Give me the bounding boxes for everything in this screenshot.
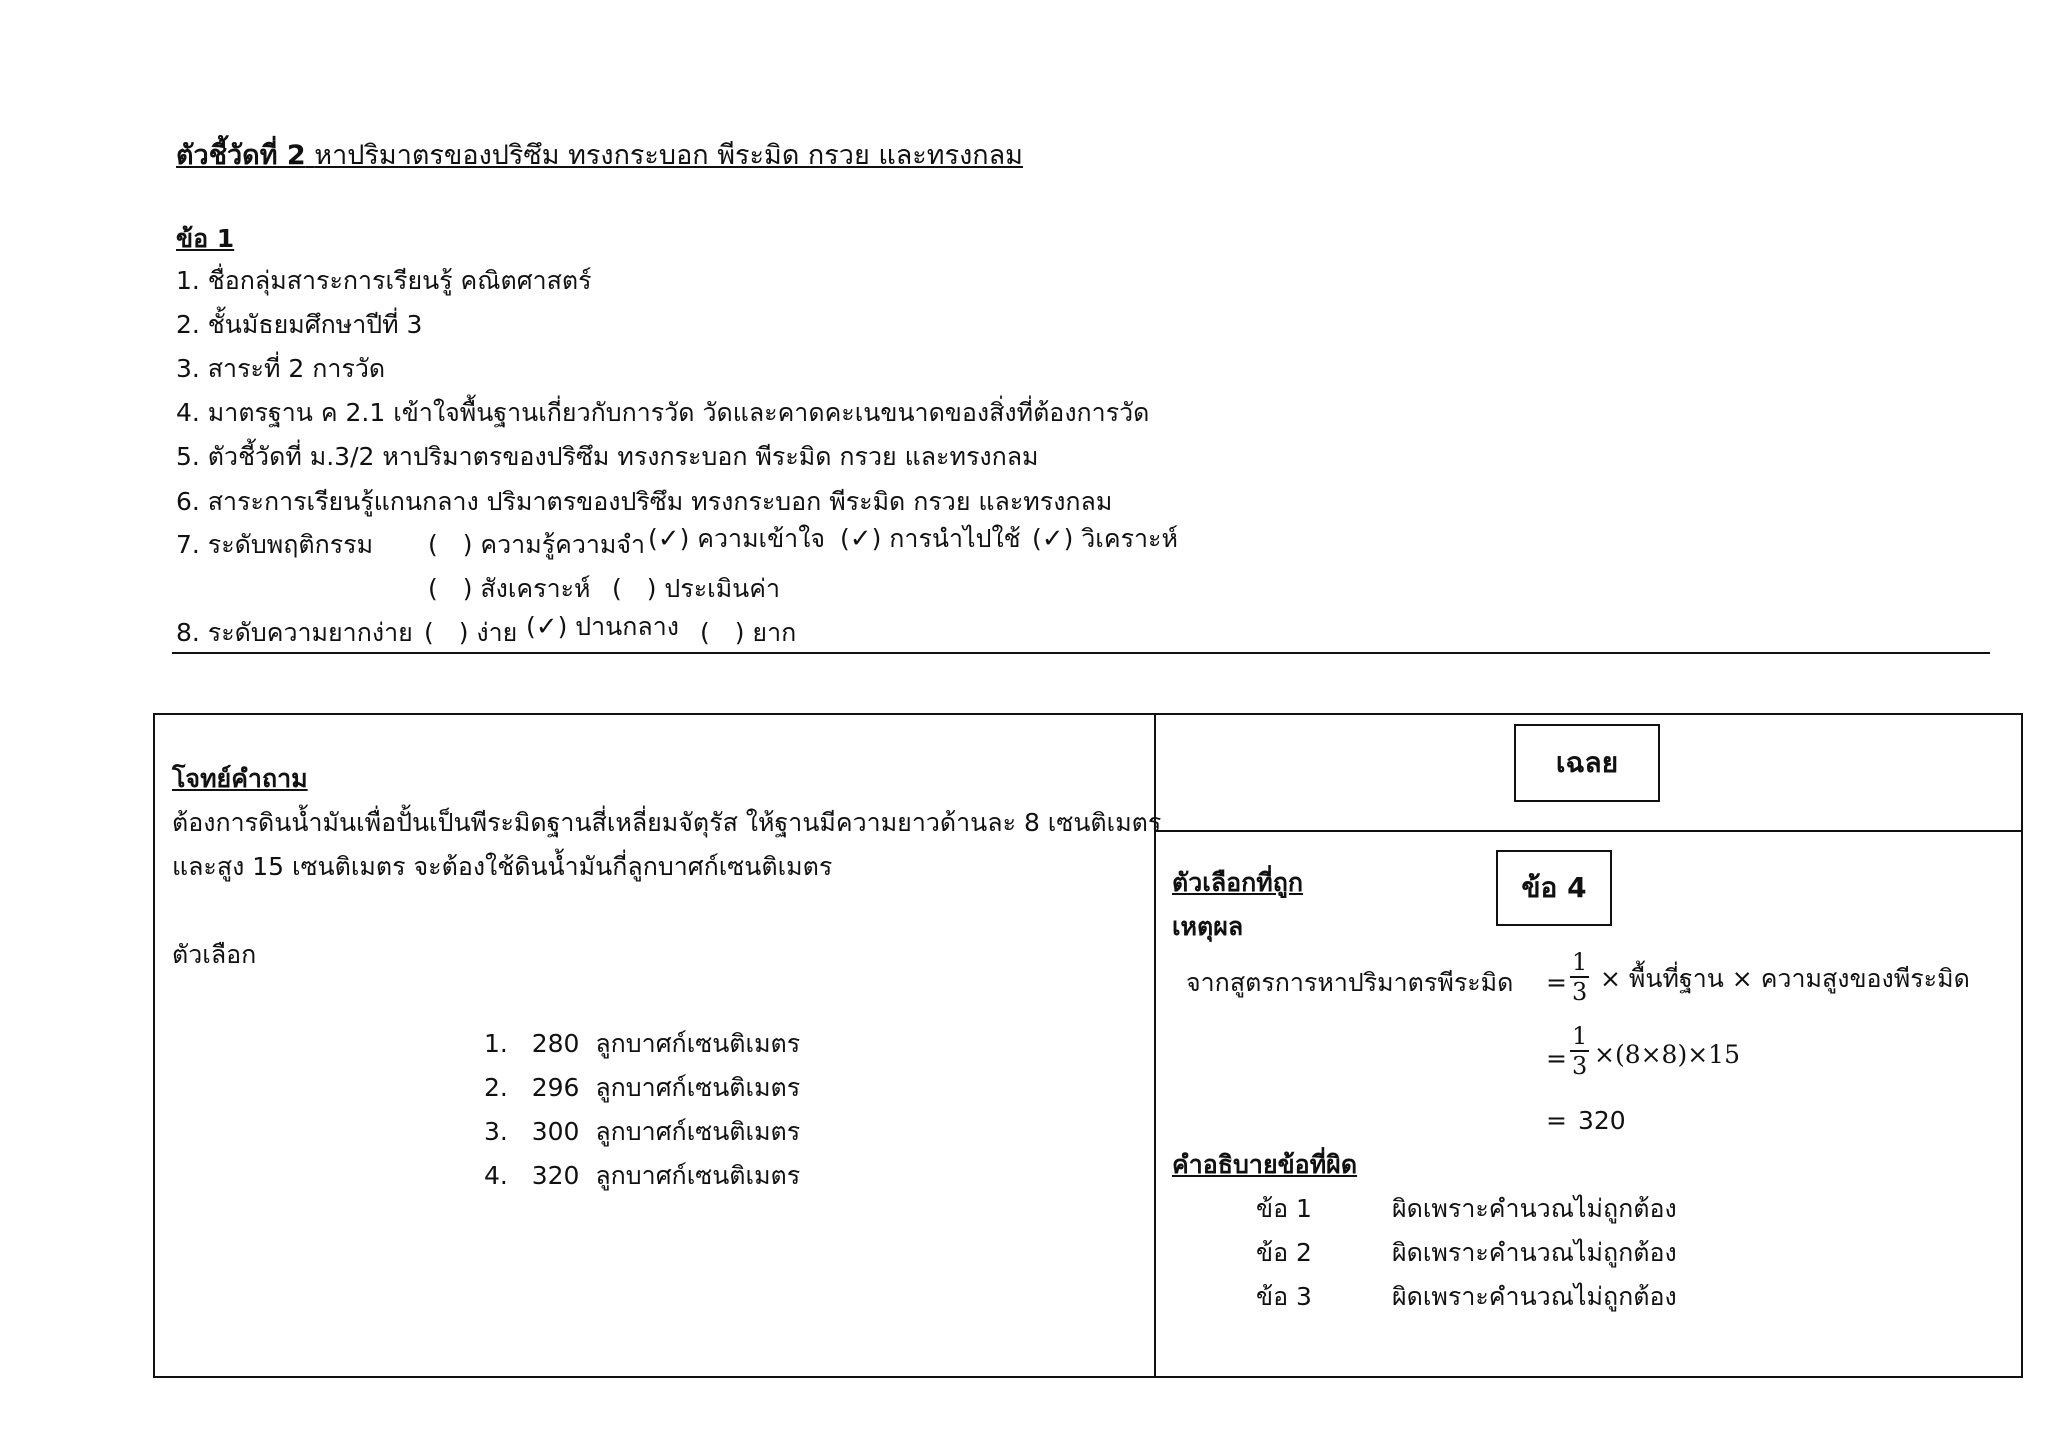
check-mark bbox=[446, 530, 455, 560]
question-heading: โจทย์คำถาม bbox=[172, 764, 308, 793]
behavior-option: ( ) ความรู้ความจำ bbox=[428, 530, 646, 559]
check-mark: ✓ bbox=[657, 524, 680, 554]
formula-rhs: × พื้นที่ฐาน × ความสูงของพีระมิด bbox=[1600, 964, 1970, 993]
fraction-one-third bbox=[1570, 1022, 1589, 1080]
behavior-label: 7. ระดับพฤติกรรม bbox=[176, 530, 374, 559]
divider-line bbox=[172, 652, 1990, 654]
equals-sign: = bbox=[1546, 1044, 1567, 1073]
wrong-reason: ผิดเพราะคำนวณไม่ถูกต้อง bbox=[1392, 1194, 1677, 1223]
info-line: 6. สาระการเรียนรู้แกนกลาง ปริมาตรของปริซึม ทรงกระบอก พีระมิด กรวย และทรงกลม bbox=[176, 487, 1113, 516]
reason-label: เหตุผล bbox=[1172, 912, 1244, 941]
behavior-option: ( ) สังเคราะห์ bbox=[428, 574, 591, 603]
difficulty-label: 8. ระดับความยากง่าย bbox=[176, 618, 413, 647]
fraction-denominator: 3 bbox=[1572, 1052, 1588, 1080]
info-line: 1. ชื่อกลุ่มสาระการเรียนรู้ คณิตศาสตร์ bbox=[176, 266, 592, 295]
answer-heading: เฉลย bbox=[1555, 746, 1619, 779]
behavior-option: (✓) การนำไปใช้ bbox=[840, 524, 1021, 554]
behavior-option: ( ) ประเมินค่า bbox=[612, 574, 781, 603]
calculation-step: ×(8×8)×15 bbox=[1594, 1040, 1740, 1069]
difficulty-option: (✓) ปานกลาง bbox=[526, 612, 679, 642]
check-mark: ✓ bbox=[535, 612, 558, 642]
indicator-title bbox=[176, 138, 1023, 174]
wrong-choice: ข้อ 2 bbox=[1256, 1238, 1312, 1267]
choice-item: 1. 280 ลูกบาศก์เซนติเมตร bbox=[484, 1029, 801, 1058]
wrong-reason: ผิดเพราะคำนวณไม่ถูกต้อง bbox=[1392, 1238, 1677, 1267]
check-mark bbox=[718, 618, 727, 648]
correct-choice-label: ตัวเลือกที่ถูก bbox=[1172, 868, 1304, 897]
check-mark: ✓ bbox=[1041, 524, 1064, 554]
item-number: ข้อ 1 bbox=[176, 224, 235, 253]
fraction-one-third bbox=[1570, 948, 1589, 1006]
wrong-reason: ผิดเพราะคำนวณไม่ถูกต้อง bbox=[1392, 1282, 1677, 1311]
behavior-option: (✓) ความเข้าใจ bbox=[648, 524, 826, 554]
formula-label: จากสูตรการหาปริมาตรพีระมิด bbox=[1186, 968, 1514, 997]
wrong-choice: ข้อ 3 bbox=[1256, 1282, 1312, 1311]
choice-item: 4. 320 ลูกบาศก์เซนติเมตร bbox=[484, 1161, 801, 1190]
correct-choice-box bbox=[1496, 850, 1612, 926]
info-line: 4. มาตรฐาน ค 2.1 เข้าใจพื้นฐานเกี่ยวกับการวัด วัดและคาดคะเนขนาดของสิ่งที่ต้องการวัด bbox=[176, 398, 1150, 427]
info-line: 2. ชั้นมัธยมศึกษาปีที่ 3 bbox=[176, 310, 423, 339]
fraction-numerator: 1 bbox=[1572, 948, 1588, 976]
wrong-choice: ข้อ 1 bbox=[1256, 1194, 1312, 1223]
info-line: 3. สาระที่ 2 การวัด bbox=[176, 354, 386, 383]
indicator-label: ตัวชี้วัดที่ 2 bbox=[176, 140, 306, 171]
info-line: 5. ตัวชี้วัดที่ ม.3/2 หาปริมาตรของปริซึม ทรงกระบอก พีระมิด กรวย และทรงกลม bbox=[176, 442, 1039, 471]
indicator-text: หาปริมาตรของปริซึม ทรงกระบอก พีระมิด กรวย และทรงกลม bbox=[314, 140, 1023, 171]
check-mark bbox=[442, 618, 451, 648]
question-text: และสูง 15 เซนติเมตร จะต้องใช้ดินน้ำมันกี่ลูกบาศก์เซนติเมตร bbox=[172, 852, 833, 881]
choice-item: 2. 296 ลูกบาศก์เซนติเมตร bbox=[484, 1073, 801, 1102]
behavior-option: (✓) วิเคราะห์ bbox=[1032, 524, 1178, 554]
fraction-denominator: 3 bbox=[1572, 978, 1588, 1006]
question-text: ต้องการดินน้ำมันเพื่อปั้นเป็นพีระมิดฐานสี่เหลี่ยมจัตุรัส ให้ฐานมีความยาวด้านละ 8 เซนติเมตร bbox=[172, 808, 1162, 837]
difficulty-option: ( ) ยาก bbox=[700, 618, 797, 647]
wrong-explanation-heading: คำอธิบายข้อที่ผิด bbox=[1172, 1150, 1358, 1179]
check-mark bbox=[446, 574, 455, 604]
choice-item: 3. 300 ลูกบาศก์เซนติเมตร bbox=[484, 1117, 801, 1146]
check-mark bbox=[630, 574, 639, 604]
choices-label: ตัวเลือก bbox=[172, 940, 257, 969]
answer-heading-box bbox=[1514, 724, 1660, 802]
check-mark: ✓ bbox=[849, 524, 872, 554]
result-value: 320 bbox=[1578, 1106, 1626, 1135]
equals-sign: = bbox=[1546, 1106, 1567, 1135]
fraction-numerator: 1 bbox=[1572, 1022, 1588, 1050]
answer-header-divider bbox=[1154, 830, 2023, 832]
equals-sign: = bbox=[1546, 968, 1567, 997]
correct-choice-value: ข้อ 4 bbox=[1521, 871, 1587, 904]
difficulty-option: ( ) ง่าย bbox=[424, 618, 518, 647]
